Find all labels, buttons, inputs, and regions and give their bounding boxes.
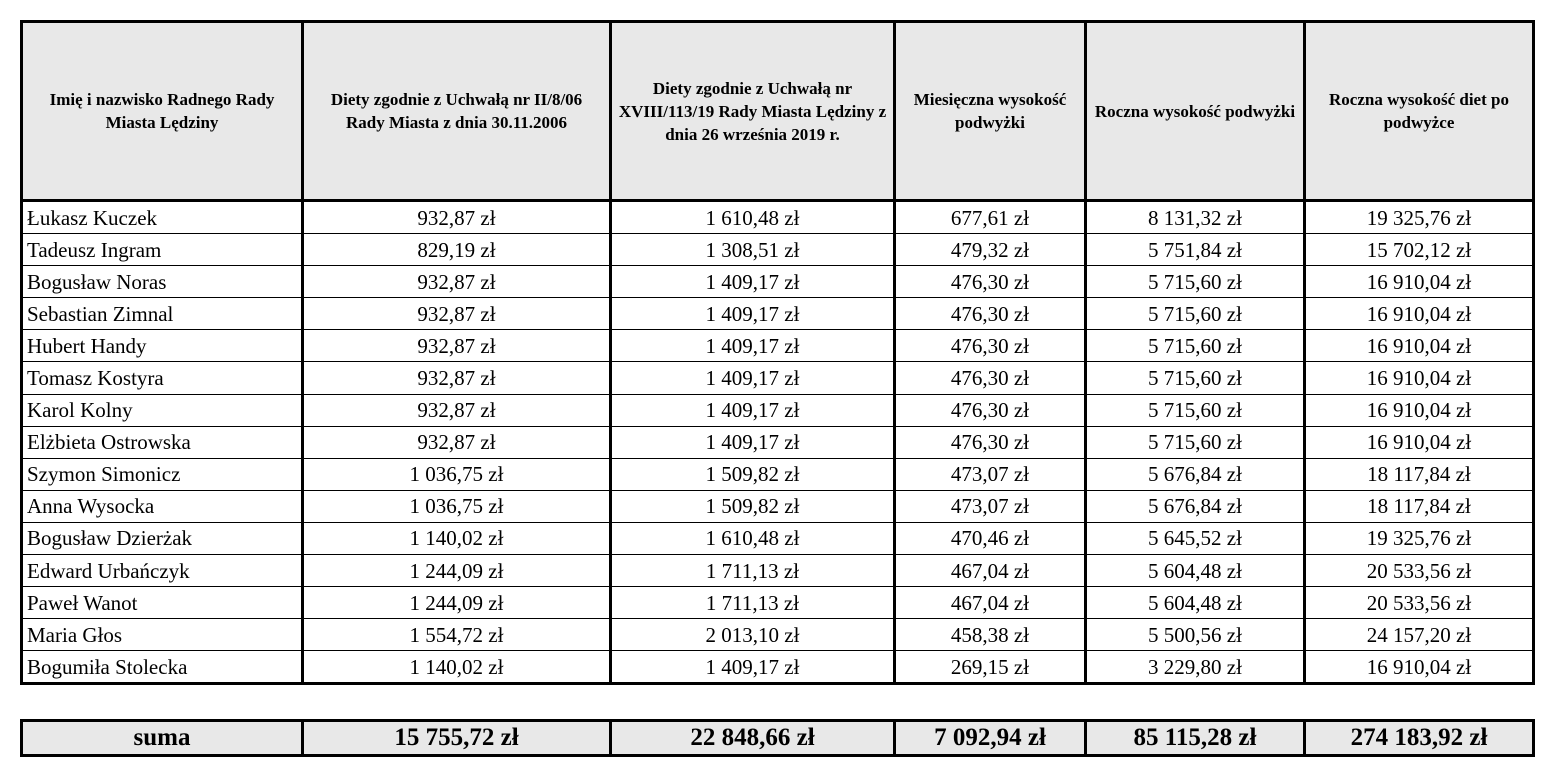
header-annual-increase: Roczna wysokość podwyżki [1086,22,1305,201]
cell-councillor-name: Tomasz Kostyra [22,362,303,394]
summary-table [20,719,1535,757]
cell-new-allowance: 1 409,17 zł [611,362,895,394]
cell-new-allowance: 1 308,51 zł [611,234,895,266]
cell-annual-increase: 5 715,60 zł [1086,362,1305,394]
cell-old-allowance: 932,87 zł [303,362,611,394]
table-row [22,266,1534,298]
header-old-allowance: Diety zgodnie z Uchwałą nr II/8/06 Rady Miasta z dnia 30.11.2006 [303,22,611,201]
cell-annual-after-increase: 16 910,04 zł [1305,266,1534,298]
table-row [22,362,1534,394]
cell-annual-after-increase: 20 533,56 zł [1305,555,1534,587]
cell-annual-after-increase: 18 117,84 zł [1305,490,1534,522]
cell-old-allowance: 932,87 zł [303,394,611,426]
summary-monthly-increase: 7 092,94 zł [895,721,1086,756]
cell-councillor-name: Maria Głos [22,619,303,651]
cell-old-allowance: 1 140,02 zł [303,651,611,684]
cell-annual-after-increase: 16 910,04 zł [1305,298,1534,330]
table-row [22,522,1534,554]
cell-old-allowance: 829,19 zł [303,234,611,266]
summary-annual-after-increase: 274 183,92 zł [1305,721,1534,756]
cell-monthly-increase: 458,38 zł [895,619,1086,651]
table-row [22,298,1534,330]
cell-monthly-increase: 476,30 zł [895,394,1086,426]
cell-annual-after-increase: 16 910,04 zł [1305,394,1534,426]
cell-new-allowance: 1 409,17 zł [611,394,895,426]
table-row [22,201,1534,234]
cell-annual-increase: 8 131,32 zł [1086,201,1305,234]
cell-annual-after-increase: 16 910,04 zł [1305,362,1534,394]
table-row [22,490,1534,522]
cell-annual-after-increase: 20 533,56 zł [1305,587,1534,619]
cell-councillor-name: Anna Wysocka [22,490,303,522]
cell-councillor-name: Tadeusz Ingram [22,234,303,266]
cell-monthly-increase: 473,07 zł [895,458,1086,490]
cell-monthly-increase: 470,46 zł [895,522,1086,554]
cell-monthly-increase: 467,04 zł [895,587,1086,619]
cell-old-allowance: 932,87 zł [303,330,611,362]
cell-monthly-increase: 677,61 zł [895,201,1086,234]
cell-old-allowance: 932,87 zł [303,426,611,458]
cell-annual-after-increase: 18 117,84 zł [1305,458,1534,490]
header-councillor-name: Imię i nazwisko Radnego Rady Miasta Lędziny [22,22,303,201]
header-new-allowance: Diety zgodnie z Uchwałą nr XVIII/113/19 Rady Miasta Lędziny z dnia 26 września 2019 r. [611,22,895,201]
cell-councillor-name: Szymon Simonicz [22,458,303,490]
cell-annual-after-increase: 16 910,04 zł [1305,651,1534,684]
summary-row [22,721,1534,756]
summary-annual-increase: 85 115,28 zł [1086,721,1305,756]
cell-annual-increase: 5 715,60 zł [1086,266,1305,298]
cell-monthly-increase: 476,30 zł [895,330,1086,362]
table-row [22,555,1534,587]
table-row [22,458,1534,490]
cell-old-allowance: 932,87 zł [303,266,611,298]
cell-new-allowance: 1 610,48 zł [611,201,895,234]
cell-old-allowance: 1 036,75 zł [303,490,611,522]
cell-annual-after-increase: 19 325,76 zł [1305,522,1534,554]
table-body [22,201,1534,684]
table-row [22,330,1534,362]
cell-annual-after-increase: 16 910,04 zł [1305,330,1534,362]
cell-monthly-increase: 269,15 zł [895,651,1086,684]
cell-old-allowance: 1 036,75 zł [303,458,611,490]
cell-monthly-increase: 467,04 zł [895,555,1086,587]
council-allowances-table [20,20,1535,685]
cell-monthly-increase: 476,30 zł [895,362,1086,394]
cell-annual-increase: 5 676,84 zł [1086,458,1305,490]
cell-old-allowance: 1 554,72 zł [303,619,611,651]
cell-monthly-increase: 473,07 zł [895,490,1086,522]
cell-new-allowance: 1 711,13 zł [611,587,895,619]
cell-annual-increase: 5 645,52 zł [1086,522,1305,554]
cell-councillor-name: Edward Urbańczyk [22,555,303,587]
table-row [22,394,1534,426]
cell-annual-increase: 5 500,56 zł [1086,619,1305,651]
cell-annual-after-increase: 24 157,20 zł [1305,619,1534,651]
cell-annual-increase: 5 715,60 zł [1086,298,1305,330]
cell-new-allowance: 1 409,17 zł [611,330,895,362]
cell-annual-increase: 5 676,84 zł [1086,490,1305,522]
header-annual-after-increase: Roczna wysokość diet po podwyżce [1305,22,1534,201]
cell-annual-increase: 5 604,48 zł [1086,555,1305,587]
cell-annual-increase: 5 604,48 zł [1086,587,1305,619]
cell-annual-after-increase: 15 702,12 zł [1305,234,1534,266]
cell-councillor-name: Bogusław Dzierżak [22,522,303,554]
header-row [22,22,1534,201]
cell-councillor-name: Hubert Handy [22,330,303,362]
cell-annual-after-increase: 16 910,04 zł [1305,426,1534,458]
table-row [22,234,1534,266]
cell-monthly-increase: 476,30 zł [895,266,1086,298]
cell-annual-after-increase: 19 325,76 zł [1305,201,1534,234]
cell-old-allowance: 932,87 zł [303,201,611,234]
cell-annual-increase: 3 229,80 zł [1086,651,1305,684]
cell-councillor-name: Sebastian Zimnal [22,298,303,330]
header-monthly-increase: Miesięczna wysokość podwyżki [895,22,1086,201]
cell-monthly-increase: 476,30 zł [895,426,1086,458]
table-row [22,587,1534,619]
cell-new-allowance: 1 509,82 zł [611,458,895,490]
table-row [22,619,1534,651]
cell-annual-increase: 5 715,60 zł [1086,394,1305,426]
table-header [22,22,1534,201]
cell-councillor-name: Łukasz Kuczek [22,201,303,234]
cell-monthly-increase: 479,32 zł [895,234,1086,266]
summary-old-allowance: 15 755,72 zł [303,721,611,756]
table-row [22,426,1534,458]
cell-councillor-name: Bogusław Noras [22,266,303,298]
cell-new-allowance: 1 409,17 zł [611,298,895,330]
cell-councillor-name: Bogumiła Stolecka [22,651,303,684]
cell-councillor-name: Paweł Wanot [22,587,303,619]
cell-old-allowance: 1 140,02 zł [303,522,611,554]
cell-new-allowance: 1 509,82 zł [611,490,895,522]
cell-councillor-name: Karol Kolny [22,394,303,426]
cell-new-allowance: 1 610,48 zł [611,522,895,554]
cell-annual-increase: 5 715,60 zł [1086,426,1305,458]
cell-old-allowance: 932,87 zł [303,298,611,330]
cell-councillor-name: Elżbieta Ostrowska [22,426,303,458]
summary-label: suma [22,721,303,756]
cell-new-allowance: 1 711,13 zł [611,555,895,587]
cell-new-allowance: 1 409,17 zł [611,266,895,298]
cell-annual-increase: 5 751,84 zł [1086,234,1305,266]
summary-new-allowance: 22 848,66 zł [611,721,895,756]
cell-old-allowance: 1 244,09 zł [303,555,611,587]
cell-new-allowance: 1 409,17 zł [611,651,895,684]
cell-new-allowance: 1 409,17 zł [611,426,895,458]
cell-annual-increase: 5 715,60 zł [1086,330,1305,362]
cell-new-allowance: 2 013,10 zł [611,619,895,651]
cell-old-allowance: 1 244,09 zł [303,587,611,619]
cell-monthly-increase: 476,30 zł [895,298,1086,330]
table-row [22,651,1534,684]
